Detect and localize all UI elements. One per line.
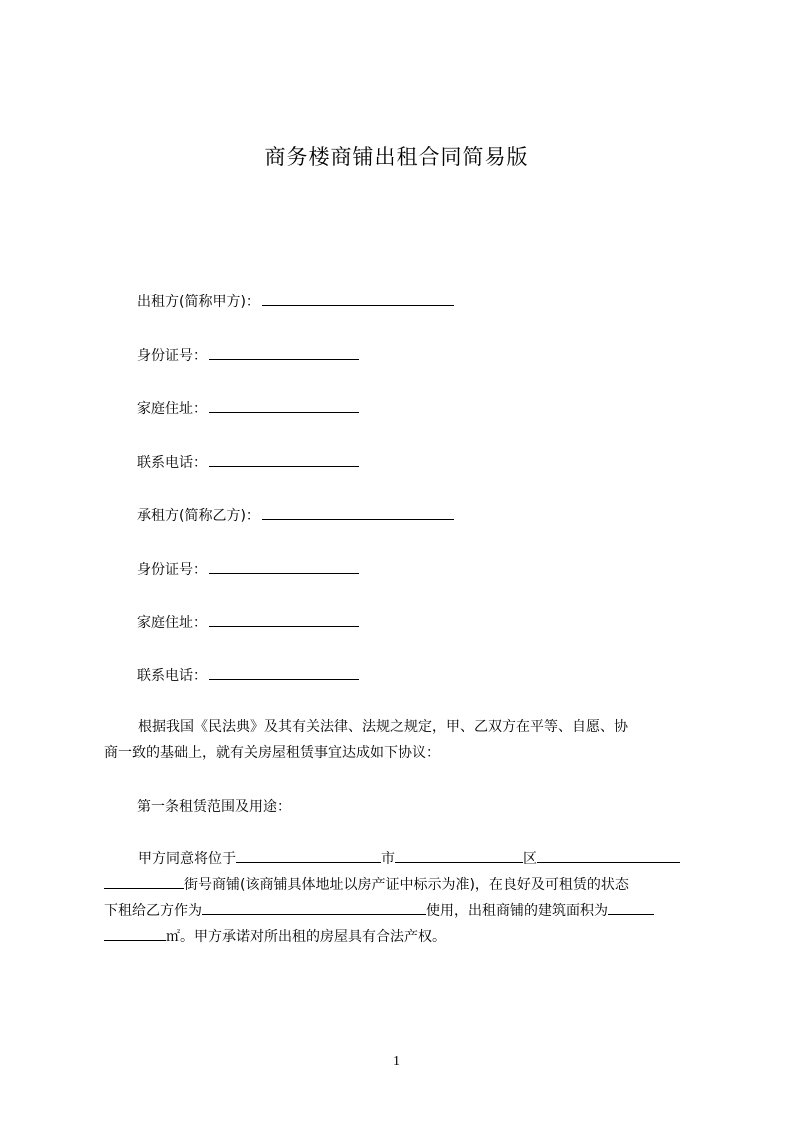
- page-number: 1: [393, 1054, 400, 1069]
- party-a-id-label: 身份证号：: [137, 348, 207, 364]
- intro-line-2: 商一致的基础上，就有关房屋租赁事宜达成如下协议：: [104, 745, 440, 761]
- party-b-phone-field: [137, 665, 359, 686]
- district-blank[interactable]: [395, 846, 523, 863]
- area-blank-end[interactable]: [104, 924, 166, 941]
- article-1-heading: 第一条租赁范围及用途：: [137, 799, 291, 815]
- article-1-text-shop: 街号商铺(该商铺具体地址以房产证中标示为准)，在良好及可租赁的状态: [184, 877, 629, 893]
- city-blank[interactable]: [236, 846, 381, 863]
- article-1-text-district: 区: [523, 851, 537, 867]
- article-1-line-1: [104, 846, 700, 872]
- usage-blank[interactable]: [202, 898, 426, 915]
- party-b-address-field: [137, 612, 359, 633]
- party-a-name-blank[interactable]: [262, 291, 454, 306]
- street-blank-start[interactable]: [537, 846, 680, 863]
- party-b-id-field: [137, 559, 359, 580]
- party-a-phone-blank[interactable]: [209, 452, 359, 467]
- party-a-id-field: [137, 345, 359, 366]
- article-1-text-ownership: ㎡。甲方承诺对所出租的房屋具有合法产权。: [166, 929, 446, 945]
- party-b-name-label: 承租方(简称乙方)：: [137, 508, 260, 524]
- party-b-name-blank[interactable]: [262, 505, 454, 520]
- article-1-text-lease-to: 下租给乙方作为: [104, 903, 202, 919]
- party-a-address-blank[interactable]: [209, 398, 359, 413]
- article-1-text-located: 甲方同意将位于: [138, 851, 236, 867]
- article-1-line-2: [104, 872, 700, 898]
- party-b-address-blank[interactable]: [209, 612, 359, 627]
- article-1-line-3: [104, 898, 700, 924]
- party-a-address-label: 家庭住址：: [137, 401, 207, 417]
- party-a-name-field: [137, 291, 454, 312]
- party-b-name-field: [137, 505, 454, 526]
- party-b-id-label: 身份证号：: [137, 562, 207, 578]
- article-1-line-4: [104, 924, 700, 950]
- party-b-address-label: 家庭住址：: [137, 615, 207, 631]
- intro-line-1: 根据我国《民法典》及其有关法律、法规之规定，甲、乙双方在平等、自愿、协: [138, 719, 628, 735]
- article-1-text-area: 使用，出租商铺的建筑面积为: [426, 903, 608, 919]
- document-title: 商务楼商铺出租合同简易版: [264, 145, 529, 169]
- intro-paragraph: [104, 714, 700, 766]
- article-1-text-city: 市: [381, 851, 395, 867]
- article-1-body: [104, 846, 700, 950]
- party-a-id-blank[interactable]: [209, 345, 359, 360]
- party-a-phone-label: 联系电话：: [137, 455, 207, 471]
- party-a-address-field: [137, 398, 359, 419]
- party-b-id-blank[interactable]: [209, 559, 359, 574]
- party-a-phone-field: [137, 452, 359, 473]
- street-blank-end[interactable]: [104, 872, 184, 889]
- area-blank-start[interactable]: [608, 898, 654, 915]
- party-b-phone-label: 联系电话：: [137, 668, 207, 684]
- party-b-phone-blank[interactable]: [209, 665, 359, 680]
- party-a-name-label: 出租方(简称甲方)：: [137, 294, 260, 310]
